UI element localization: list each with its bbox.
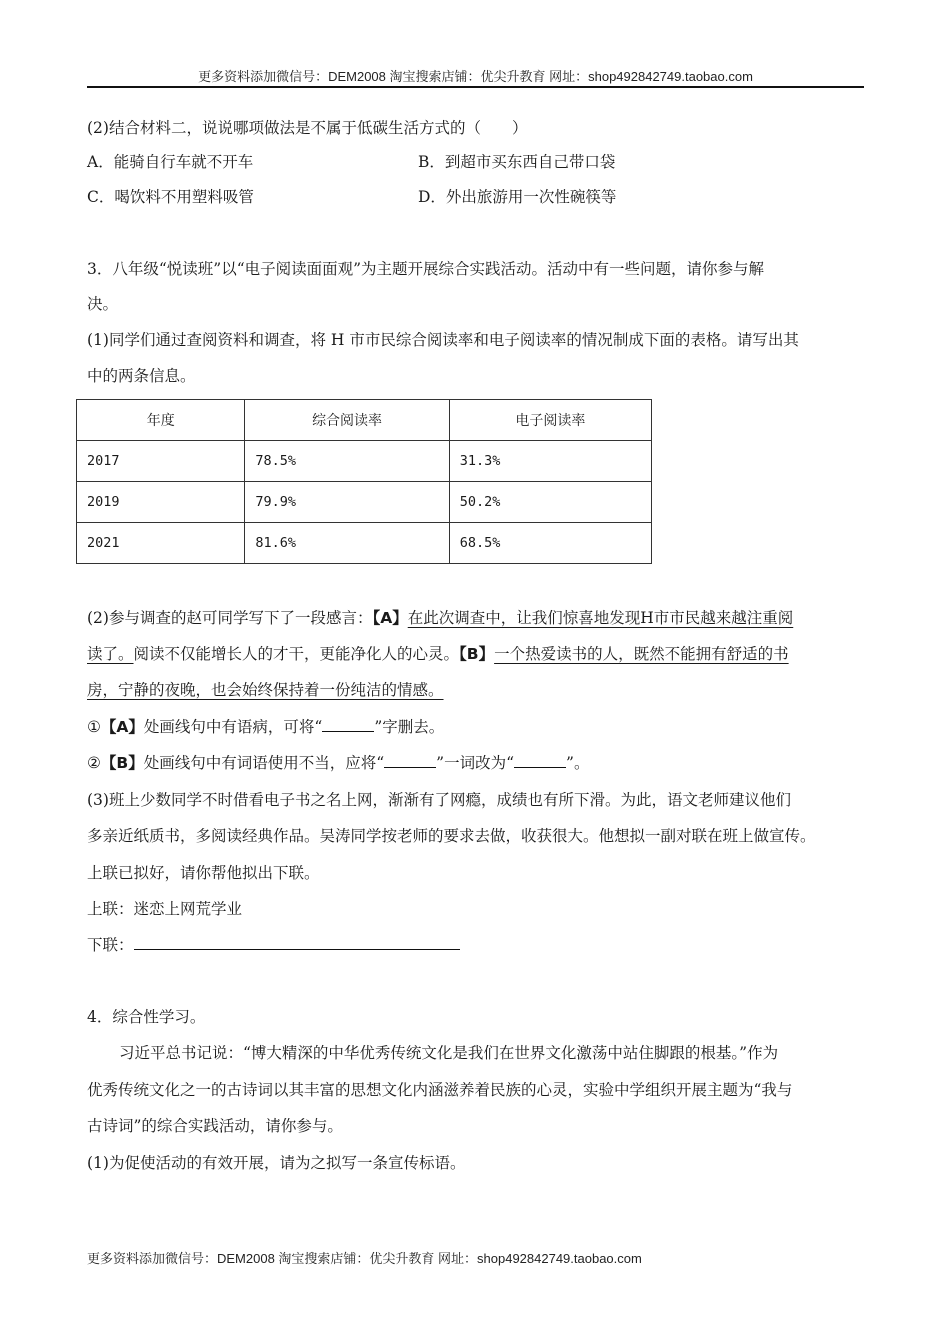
circled-number-1: ① xyxy=(87,718,101,736)
q3-part1-line2: 中的两条信息。 xyxy=(87,367,196,385)
q3-intro-line2: 决。 xyxy=(87,295,119,313)
upper-couplet: 上联：迷恋上网荒学业 xyxy=(87,900,243,918)
q2-part2-prompt: (2)结合材料二，说说哪项做法是不属于低碳生活方式的（ ） xyxy=(87,119,528,137)
sub1-text: 处画线句中有语病，可将“ xyxy=(143,718,323,736)
sub1-text-end: ”字删去。 xyxy=(374,718,445,736)
table-header-row xyxy=(77,400,652,441)
q3-part2-line2 xyxy=(87,644,789,664)
q4-para-line3: 古诗词”的综合实践活动，请你参与。 xyxy=(87,1117,343,1135)
sub2-text-mid: ”一词改为“ xyxy=(436,754,515,772)
cell-digital-rate: 31.3% xyxy=(449,441,651,482)
page-header: 更多资料添加微信号：DEM2008 淘宝搜索店铺：优尖升教育 网址：shop492842749.taobao.com xyxy=(198,69,753,84)
cell-overall-rate: 78.5% xyxy=(245,441,449,482)
lower-couplet-line xyxy=(87,935,460,955)
answer-blank[interactable] xyxy=(514,753,566,768)
cell-digital-rate: 68.5% xyxy=(449,523,651,564)
middle-sentence: 阅读不仅能增长人的才干，更能净化人的心灵。 xyxy=(133,645,460,663)
column-header-digital-rate: 电子阅读率 xyxy=(449,400,651,441)
q3-part3-line1: (3)班上少数同学不时借看电子书之名上网，渐渐有了网瘾，成绩也有所下滑。为此，语文老师建议他们 xyxy=(87,791,791,809)
q3-part2-line3 xyxy=(87,680,444,700)
sub2-tag-b: 【B】 xyxy=(100,754,144,772)
q4-title: 4．综合性学习。 xyxy=(87,1008,206,1026)
q3-part2-lead: (2)参与调查的赵可同学写下了一段感言： xyxy=(87,609,373,627)
q4-para-line2: 优秀传统文化之一的古诗词以其丰富的思想文化内涵滋养着民族的心灵，实验中学组织开展主题为“我与 xyxy=(87,1081,793,1099)
option-d: D．外出旅游用一次性碗筷等 xyxy=(418,188,617,206)
column-header-year: 年度 xyxy=(77,400,245,441)
header-divider xyxy=(87,86,864,88)
table-row xyxy=(77,523,652,564)
page-footer: 更多资料添加微信号：DEM2008 淘宝搜索店铺：优尖升教育 网址：shop492842749.taobao.com xyxy=(87,1251,642,1266)
option-c: C．喝饮料不用塑料吸管 xyxy=(87,188,254,206)
sub2-text-end: ”。 xyxy=(566,754,590,772)
q3-part3-line2: 多亲近纸质书，多阅读经典作品。吴涛同学按老师的要求去做，收获很大。他想拟一副对联在班上做宣传。 xyxy=(87,827,816,845)
tag-b: 【B】 xyxy=(459,645,495,663)
sub1-tag-a: 【A】 xyxy=(100,718,144,736)
option-a: A．能骑自行车就不开车 xyxy=(87,153,254,171)
lower-couplet-label: 下联： xyxy=(87,936,134,954)
q3-part2-line1 xyxy=(87,608,793,628)
underlined-sentence-b-end: 房，宁静的夜晚，也会始终保持着一份纯洁的情感。 xyxy=(87,681,444,699)
reading-rate-table xyxy=(76,399,652,564)
underlined-sentence-b: 一个热爱读书的人，既然不能拥有舒适的书 xyxy=(494,645,789,663)
q4-part1: (1)为促使活动的有效开展，请为之拟写一条宣传标语。 xyxy=(87,1154,466,1172)
underlined-sentence-a-end: 读了。 xyxy=(87,645,134,663)
q3-intro-line1: 3．八年级“悦读班”以“电子阅读面面观”为主题开展综合实践活动。活动中有一些问题，请你参与解 xyxy=(87,260,765,278)
cell-year: 2019 xyxy=(77,482,245,523)
cell-overall-rate: 81.6% xyxy=(245,523,449,564)
tag-a: 【A】 xyxy=(372,609,408,627)
lower-couplet-answer-blank[interactable] xyxy=(134,935,460,950)
column-header-overall-rate: 综合阅读率 xyxy=(245,400,449,441)
cell-digital-rate: 50.2% xyxy=(449,482,651,523)
q3-part1-line1: (1)同学们通过查阅资料和调查，将 H 市市民综合阅读率和电子阅读率的情况制成下面的表格。请写出其 xyxy=(87,331,799,349)
cell-year: 2021 xyxy=(77,523,245,564)
q4-para-line1: 习近平总书记说：“博大精深的中华优秀传统文化是我们在世界文化激荡中站住脚跟的根基。”作为 xyxy=(119,1044,779,1062)
underlined-sentence-a: 在此次调查中，让我们惊喜地发现H市市民越来越注重阅 xyxy=(407,609,794,627)
answer-blank[interactable] xyxy=(322,717,374,732)
circled-number-2: ② xyxy=(87,754,101,772)
q3-part2-sub1 xyxy=(87,717,444,737)
q3-part2-sub2 xyxy=(87,753,589,773)
answer-blank[interactable] xyxy=(384,753,436,768)
sub2-text: 处画线句中有词语使用不当，应将“ xyxy=(143,754,385,772)
q3-part3-line3: 上联已拟好，请你帮他拟出下联。 xyxy=(87,864,320,882)
cell-overall-rate: 79.9% xyxy=(245,482,449,523)
table-row xyxy=(77,441,652,482)
cell-year: 2017 xyxy=(77,441,245,482)
table-row xyxy=(77,482,652,523)
option-b: B．到超市买东西自己带口袋 xyxy=(418,153,616,171)
